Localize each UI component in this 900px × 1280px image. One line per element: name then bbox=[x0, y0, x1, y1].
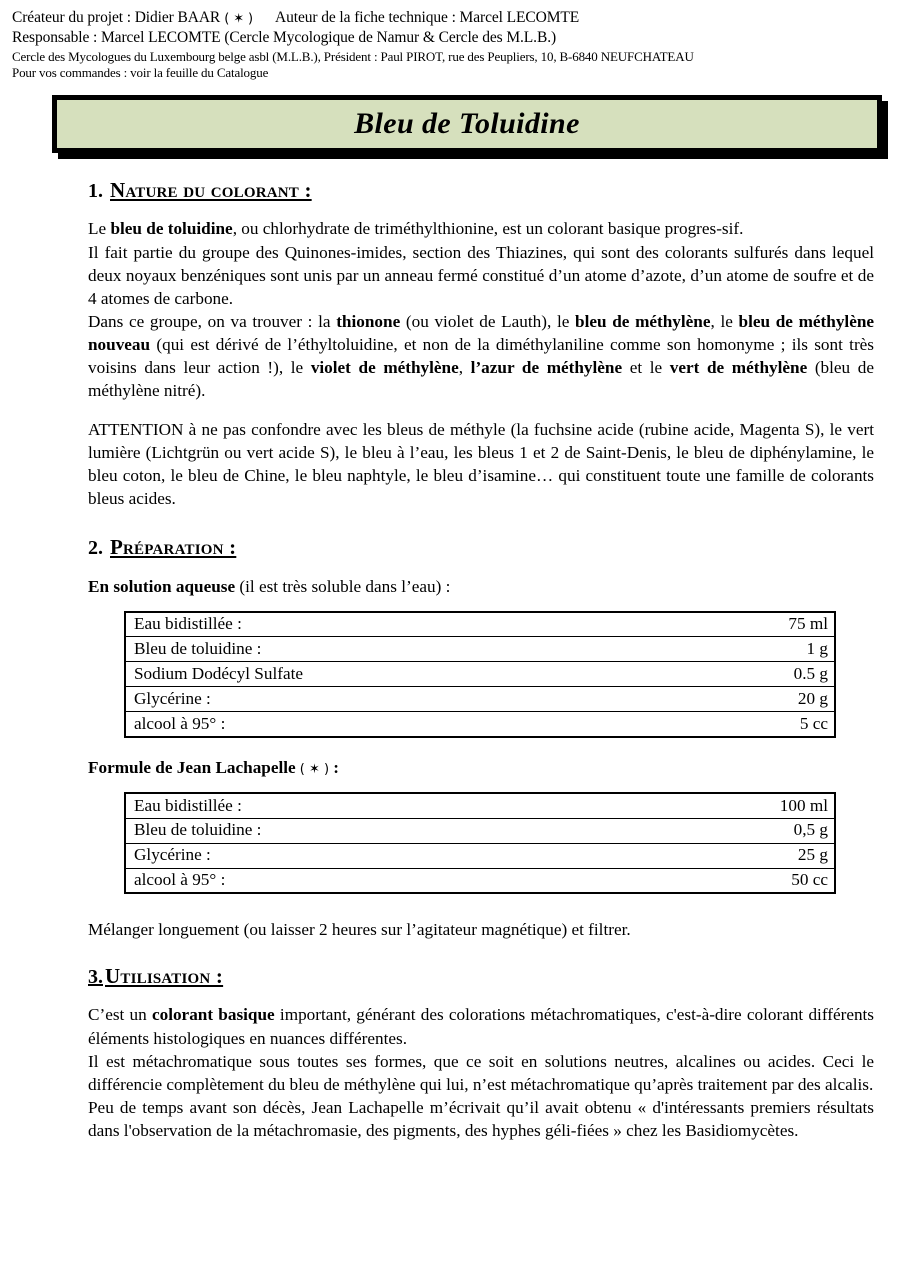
table-row bbox=[125, 818, 835, 843]
ingredient-amount: 20 g bbox=[670, 687, 835, 712]
s1-term-thionone: thionone bbox=[336, 311, 401, 331]
section3-paragraph-1 bbox=[88, 1003, 874, 1049]
document-body bbox=[88, 179, 874, 1142]
s1-p1-pre: Le bbox=[88, 219, 111, 239]
subheading-2-bold: Formule de Jean Lachapelle bbox=[88, 757, 296, 777]
section-number-1: 1. bbox=[88, 180, 103, 203]
recipe-table-lachapelle-body bbox=[125, 793, 835, 893]
section-title-3: Utilisation : bbox=[105, 964, 224, 989]
recipe-table-aqueous-body bbox=[125, 612, 835, 737]
s1-p1-post: , ou chlorhydrate de triméthylthionine, est un colorant basique progres-sif. bbox=[232, 219, 744, 239]
section-heading-2 bbox=[88, 536, 874, 559]
table-row bbox=[125, 712, 835, 737]
section-title-2: Préparation : bbox=[110, 535, 237, 560]
masthead-author: Auteur de la fiche technique : Marcel LECOMTE bbox=[275, 9, 580, 26]
recipe-table-aqueous bbox=[124, 611, 836, 738]
section3-paragraph-2: Il est métachromatique sous toutes ses formes, que ce soit en solutions neutres, alcalines ou acides. Ceci le différencie complètement du bleu de méthylène qui lui, n’est métachromatique qu’après traitement par des alcalis. bbox=[88, 1051, 874, 1094]
ingredient-name: Eau bidistillée : bbox=[125, 793, 670, 818]
section3-paragraph-3: Peu de temps avant son décès, Jean Lachapelle m’écrivait qu’il avait obtenu « d'intéressants premiers résultats dans l'observation de la métachromasie, des pigments, des hyphes géli-fiées » chez les Basidiomycètes. bbox=[88, 1097, 874, 1141]
s3-p1-a: C’est un bbox=[88, 1005, 152, 1025]
asterisk-icon: ( ✶ ) bbox=[220, 11, 254, 27]
title-banner bbox=[52, 95, 882, 153]
subheading-2-colon: : bbox=[333, 757, 339, 777]
table-row bbox=[125, 687, 835, 712]
masthead-line-1 bbox=[12, 8, 888, 28]
ingredient-name: Eau bidistillée : bbox=[125, 612, 670, 637]
asterisk-icon: ( ✶ ) bbox=[295, 761, 334, 777]
s1-term-azur-methylene: l’azur de méthylène bbox=[470, 358, 623, 378]
section-heading-3 bbox=[88, 965, 874, 988]
masthead-line-3: Cercle des Mycologues du Luxembourg belge asbl (M.L.B.), Président : Paul PIROT, rue des Peupliers, 10, B-6840 NEUFCHATEAU bbox=[12, 48, 694, 64]
section1-attention-paragraph: ATTENTION à ne pas confondre avec les bleus de méthyle (la fuchsine acide (rubine acide, Magenta S), le vert lumière (Lichtgrün ou vert acide S), le bleu à l’eau, les bleus 1 et 2 de Saint-Denis, le bleu de diphénylamine, le bleu coton, le bleu de Chine, le bleu naphtyle, le bleu d’isamine… qui constituent toute une famille de colorants bleus acides. bbox=[88, 419, 874, 509]
s1-term-bleu-methylene: bleu de méthylène bbox=[575, 311, 711, 331]
ingredient-name: Bleu de toluidine : bbox=[125, 818, 670, 843]
ingredient-amount: 100 ml bbox=[670, 793, 835, 818]
s1-p3-d: (qui est dérivé de l’éthyltoluidine, et non de la diméthylaniline comme son homonyme ; ils sont très voisins dans leur action !), le bbox=[88, 335, 874, 378]
s1-p3-f: et le bbox=[622, 358, 670, 378]
ingredient-name: Glycérine : bbox=[125, 843, 670, 868]
section-heading-1 bbox=[88, 179, 874, 202]
masthead bbox=[12, 8, 888, 82]
s1-term-vert-methylene: vert de méthylène bbox=[669, 358, 808, 378]
ingredient-amount: 1 g bbox=[670, 637, 835, 662]
section-number-3: 3. bbox=[88, 966, 103, 989]
table-row bbox=[125, 637, 835, 662]
masthead-line-2: Responsable : Marcel LECOMTE (Cercle Mycologique de Namur & Cercle des M.L.B.) bbox=[12, 29, 557, 47]
ingredient-name: Glycérine : bbox=[125, 687, 670, 712]
s1-p3-e: , bbox=[458, 358, 471, 378]
ingredient-name: alcool à 95° : bbox=[125, 868, 670, 893]
banner-box bbox=[52, 95, 882, 153]
ingredient-amount: 0,5 g bbox=[670, 818, 835, 843]
page-title: Bleu de Toluidine bbox=[354, 107, 580, 141]
ingredient-amount: 25 g bbox=[670, 843, 835, 868]
recipe-table-lachapelle bbox=[124, 792, 836, 894]
table-row bbox=[125, 662, 835, 687]
s1-p3-b: (ou violet de Lauth), le bbox=[400, 311, 576, 331]
ingredient-name: alcool à 95° : bbox=[125, 712, 670, 737]
table-row bbox=[125, 843, 835, 868]
s1-p1-bold-term: bleu de toluidine bbox=[110, 219, 233, 239]
masthead-creator: Créateur du projet : Didier BAAR bbox=[12, 9, 221, 26]
s3-p1-c: important, générant des colorations métachromatiques, c'est-à-dire colorant différents éléments histologiques en nuances différentes. bbox=[88, 1005, 874, 1048]
mixing-instruction: Mélanger longuement (ou laisser 2 heures sur l’agitateur magnétique) et filtrer. bbox=[88, 920, 631, 940]
s1-p3-c: , le bbox=[710, 311, 739, 331]
ingredient-name: Bleu de toluidine : bbox=[125, 637, 670, 662]
section1-paragraph-2: Il fait partie du groupe des Quinones-imides, section des Thiazines, qui sont des colorants sulfurés dans lequel deux noyaux benzéniques sont unis par un anneau fermé constitué d’un atome d’azote, d’un atome de soufre et de 4 atomes de carbone. bbox=[88, 242, 874, 308]
subheading-solution-aqueuse bbox=[88, 576, 874, 598]
section-title-1: Nature du colorant : bbox=[110, 178, 312, 203]
s1-p3-a: Dans ce groupe, on va trouver : la bbox=[88, 311, 337, 331]
s3-term-colorant-basique: colorant basique bbox=[151, 1005, 275, 1025]
section-number-2: 2. bbox=[88, 537, 103, 560]
table-row bbox=[125, 612, 835, 637]
ingredient-name: Sodium Dodécyl Sulfate bbox=[125, 662, 670, 687]
masthead-line-4: Pour vos commandes : voir la feuille du Catalogue bbox=[12, 65, 269, 81]
s1-p3-g: (bleu de méthylène nitré). bbox=[88, 358, 874, 401]
ingredient-amount: 50 cc bbox=[670, 868, 835, 893]
ingredient-amount: 5 cc bbox=[670, 712, 835, 737]
table-row bbox=[125, 793, 835, 818]
section1-paragraph-3 bbox=[88, 310, 874, 403]
subheading-1-bold: En solution aqueuse bbox=[88, 576, 236, 596]
ingredient-amount: 75 ml bbox=[670, 612, 835, 637]
subheading-1-rest: (il est très soluble dans l’eau) : bbox=[235, 576, 451, 596]
table-row bbox=[125, 868, 835, 893]
s1-term-violet-methylene: violet de méthylène bbox=[310, 358, 459, 378]
section1-paragraph-1 bbox=[88, 217, 874, 240]
s1-term-bleu-methylene-nouveau: bleu de méthylène nouveau bbox=[88, 311, 875, 355]
ingredient-amount: 0.5 g bbox=[670, 662, 835, 687]
subheading-formule-lachapelle bbox=[88, 757, 874, 779]
